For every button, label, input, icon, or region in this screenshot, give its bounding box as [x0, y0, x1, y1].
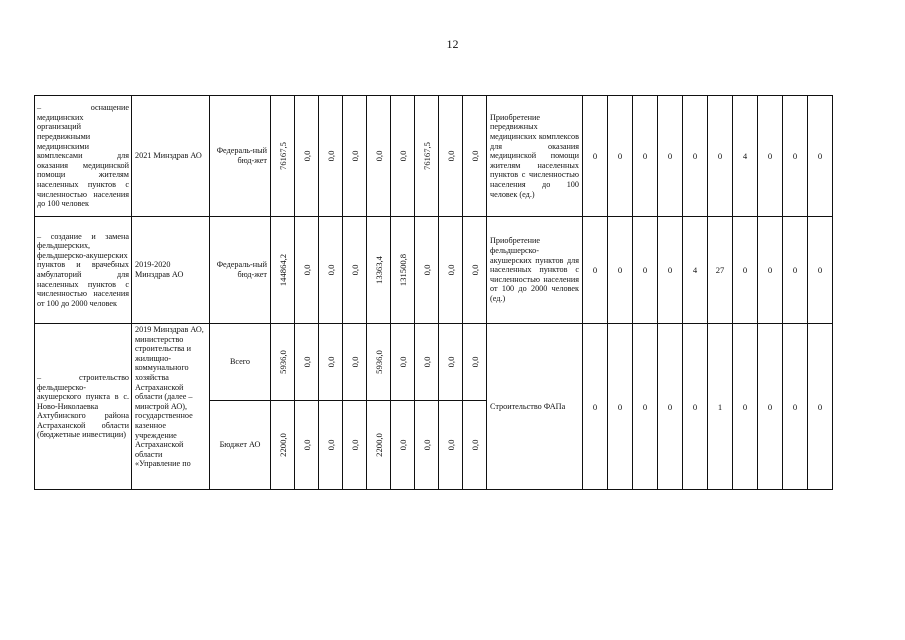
target-value: 1: [708, 324, 733, 490]
executor-cell: 2019-2020 Минздрав АО: [132, 217, 210, 324]
funding-value: 0,0: [463, 324, 487, 401]
funding-value: 2200,0: [367, 401, 391, 490]
funding-value: 0,0: [319, 96, 343, 217]
funding-value: 131500,8: [391, 217, 415, 324]
table-row: [35, 324, 833, 401]
funding-source: Федераль-ный бюд-жет: [210, 96, 271, 217]
funding-value: 2200,0: [271, 401, 295, 490]
funding-value: 0,0: [415, 217, 439, 324]
target-value: 4: [683, 217, 708, 324]
funding-value: 0,0: [367, 96, 391, 217]
target-value: 0: [608, 324, 633, 490]
funding-value: 0,0: [439, 217, 463, 324]
funding-value: 0,0: [391, 324, 415, 401]
executor-cell: 2019 Минздрав АО, министерство строительства и жилищно-коммунального хозяйства Астраханской области (далее – минстрой АО), государственное казенное учреждение Астраханской области «Управление по: [132, 324, 210, 490]
indicator-cell: Строительство ФАПа: [487, 324, 583, 490]
target-value: 0: [733, 217, 758, 324]
measure-description: – оснащение медицинских организаций передвижными медицинскими комплексами для оказания медицинской помощи жителям населенных пунктов с численностью населения до 100 человек: [35, 96, 132, 217]
funding-value: 76167,5: [271, 96, 295, 217]
funding-value: 0,0: [319, 401, 343, 490]
target-value: 0: [783, 96, 808, 217]
target-value: 0: [633, 324, 658, 490]
funding-value: 5936,0: [367, 324, 391, 401]
funding-value: 0,0: [343, 324, 367, 401]
funding-value: 13363,4: [367, 217, 391, 324]
funding-value: 0,0: [439, 401, 463, 490]
funding-value: 5936,0: [271, 324, 295, 401]
funding-value: 0,0: [295, 324, 319, 401]
funding-value: 0,0: [415, 324, 439, 401]
target-value: 0: [808, 96, 833, 217]
funding-value: 76167,5: [415, 96, 439, 217]
indicator-cell: Приобретение фельдшерско-акушерских пунктов для населенных пунктов с численностью населения от 100 до 2000 человек (ед.): [487, 217, 583, 324]
target-value: 0: [708, 96, 733, 217]
target-value: 0: [608, 217, 633, 324]
target-value: 0: [783, 217, 808, 324]
funding-value: 0,0: [319, 324, 343, 401]
target-value: 0: [758, 96, 783, 217]
target-value: 0: [658, 324, 683, 490]
funding-value: 0,0: [343, 401, 367, 490]
target-value: 0: [808, 324, 833, 490]
target-value: 4: [733, 96, 758, 217]
page-number: 12: [446, 37, 459, 51]
target-value: 0: [808, 217, 833, 324]
funding-source: Всего: [210, 324, 271, 401]
target-value: 0: [583, 217, 608, 324]
executor-cell: 2021 Минздрав АО: [132, 96, 210, 217]
funding-value: 0,0: [439, 96, 463, 217]
target-value: 0: [583, 96, 608, 217]
target-value: 0: [658, 96, 683, 217]
program-table: [34, 95, 833, 490]
funding-source: Бюджет АО: [210, 401, 271, 490]
target-value: 0: [758, 217, 783, 324]
funding-value: 0,0: [391, 96, 415, 217]
measure-description: – создание и замена фельдшерских, фельдшерско-акушерских пунктов и врачебных амбулаторий для населенных пунктов с численностью населения от 100 до 2000 человек: [35, 217, 132, 324]
target-value: 0: [658, 217, 683, 324]
target-value: 0: [583, 324, 608, 490]
funding-value: 0,0: [295, 96, 319, 217]
funding-value: 0,0: [415, 401, 439, 490]
funding-value: 0,0: [295, 401, 319, 490]
funding-value: 144864,2: [271, 217, 295, 324]
target-value: 0: [733, 324, 758, 490]
table-row: [35, 96, 833, 217]
funding-value: 0,0: [463, 217, 487, 324]
funding-value: 0,0: [343, 217, 367, 324]
funding-value: 0,0: [391, 401, 415, 490]
target-value: 0: [633, 96, 658, 217]
table-row: [35, 217, 833, 324]
measure-description: – строительство фельдшерско-акушерского пункта в с. Ново-Николаевка Ахтубинского района Астраханской области (бюджетные инвестиции): [35, 324, 132, 490]
target-value: 0: [683, 96, 708, 217]
funding-value: 0,0: [463, 96, 487, 217]
funding-value: 0,0: [439, 324, 463, 401]
target-value: 0: [758, 324, 783, 490]
funding-value: 0,0: [295, 217, 319, 324]
target-value: 0: [683, 324, 708, 490]
target-value: 27: [708, 217, 733, 324]
indicator-cell: Приобретение передвижных медицинских комплексов для оказания медицинской помощи жителям населенных пунктов с численностью населения до 100 человек (ед.): [487, 96, 583, 217]
funding-source: Федераль-ный бюд-жет: [210, 217, 271, 324]
target-value: 0: [783, 324, 808, 490]
funding-value: 0,0: [343, 96, 367, 217]
funding-value: 0,0: [319, 217, 343, 324]
target-value: 0: [608, 96, 633, 217]
funding-value: 0,0: [463, 401, 487, 490]
target-value: 0: [633, 217, 658, 324]
